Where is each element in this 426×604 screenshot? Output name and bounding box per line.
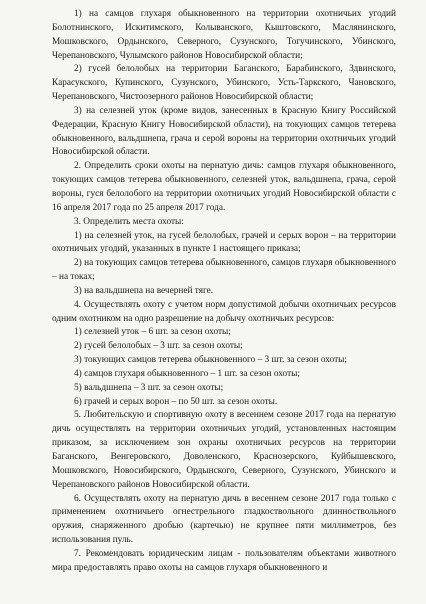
clause-3-item-1: 1) на селезней уток, на гусей белолобых, грачей и серых ворон – на территории охотничьих угодий, указанных в пункте 1 настоящего приказа; [52,230,396,255]
clause-4-quota-heading: 4. Осуществлять охоту с учетом норм допустимой добычи охотничьих ресурсов одним охотником на одно разрешение на добычу охотничьих ресурсов: [52,299,396,324]
clause-5-hunting-territory: 5. Любительскую и спортивную охоту в весеннем сезоне 2017 года на пернатую дичь осуществлять на территории охотничьих угодий, установленных настоящим приказом, за исключением зон охраны охотничьих ресурсов на территории Баганского, Венгеровского, Доволенского, Краснозерского, Куйбышевского, Мошковского, Новосибирского, Ордынского, Северного, Сузунского, Убинского и Черепановского районов Новосибирской области. [52,410,396,490]
clause-2-hunting-dates: 2. Определить сроки охоты на пернатую дичь: самцов глухаря обыкновенного, токующих самцов тетерева обыкновенного, селезней уток, вальдшнепа, грача, серой вороны, гуся белолобого на территории охотничьих угодий Новосибирской области с 16 апреля 2017 года по 25 апреля 2017 года. [52,161,396,213]
clause-3-item-3: 3) на вальдшнепа на вечерней тяге. [74,285,214,296]
item-1-capercaillie: 1) на самцов глухаря обыкновенного на территории охотничьих угодий Болотнинского, Искитимского, Колыванского, Кыштовского, Маслянинского, Мошковского, Ордынского, Северного, Сузунского, Тогучинского, Убинского, Черепановского, Чулымского районов Новосибирской области; [52,9,396,61]
item-2-white-fronted-geese: 2) гусей белолобых на территории Баганского, Барабинского, Здвинского, Карасукского, Купинского, Сузунского, Убинского, Усть-Таркского, Чановского, Черепановского, Чистоозерного районов Новосибирской области; [52,64,396,103]
item-3-drakes-and-grouse: 3) на селезней уток (кроме видов, занесенных в Красную Книгу Российской Федерации, Красную Книгу Новосибирской области), на токующих самцов тетерева обыкновенного, вальдшнепа, грача и серой вороны на территории охотничьих угодий Новосибирской области. [52,105,396,158]
clause-3-heading: 3. Определить места охоты: [74,216,184,227]
quota-item-1: 1) селезней уток – 6 шт. за сезон охоты; [74,327,231,338]
quota-item-5: 5) вальдшнепа – 3 шт. за сезон охоты; [74,382,224,393]
clause-3-item-2: 2) на токующих самцов тетерева обыкновенного, самцов глухаря обыкновенного – на токах; [52,258,396,283]
quota-item-3: 3) токующих самцов тетерева обыкновенного – 3 шт. за сезон охоты; [74,355,347,366]
clause-7-recommendation: 7. Рекомендовать юридическим лицам - пользователям объектами животного мира предоставлять право охоты на самцов глухаря обыкновенного и [52,548,396,573]
quota-item-4: 4) самцов глухаря обыкновенного – 1 шт. за сезон охоты; [74,368,300,379]
quota-item-2: 2) гусей белолобых – 3 шт. за сезон охоты; [74,341,243,352]
clause-6-weapons: 6. Осуществлять охоту на пернатую дичь в весеннем сезоне 2017 года только с применением охотничьего огнестрельного гладкоствольного длинноствольного оружия, снаряженного дробью (картечью) не крупнее пяти миллиметров, без использования пуль. [52,493,396,546]
quota-item-6: 6) грачей и серых ворон – по 50 шт. за сезон охоты. [74,396,278,407]
